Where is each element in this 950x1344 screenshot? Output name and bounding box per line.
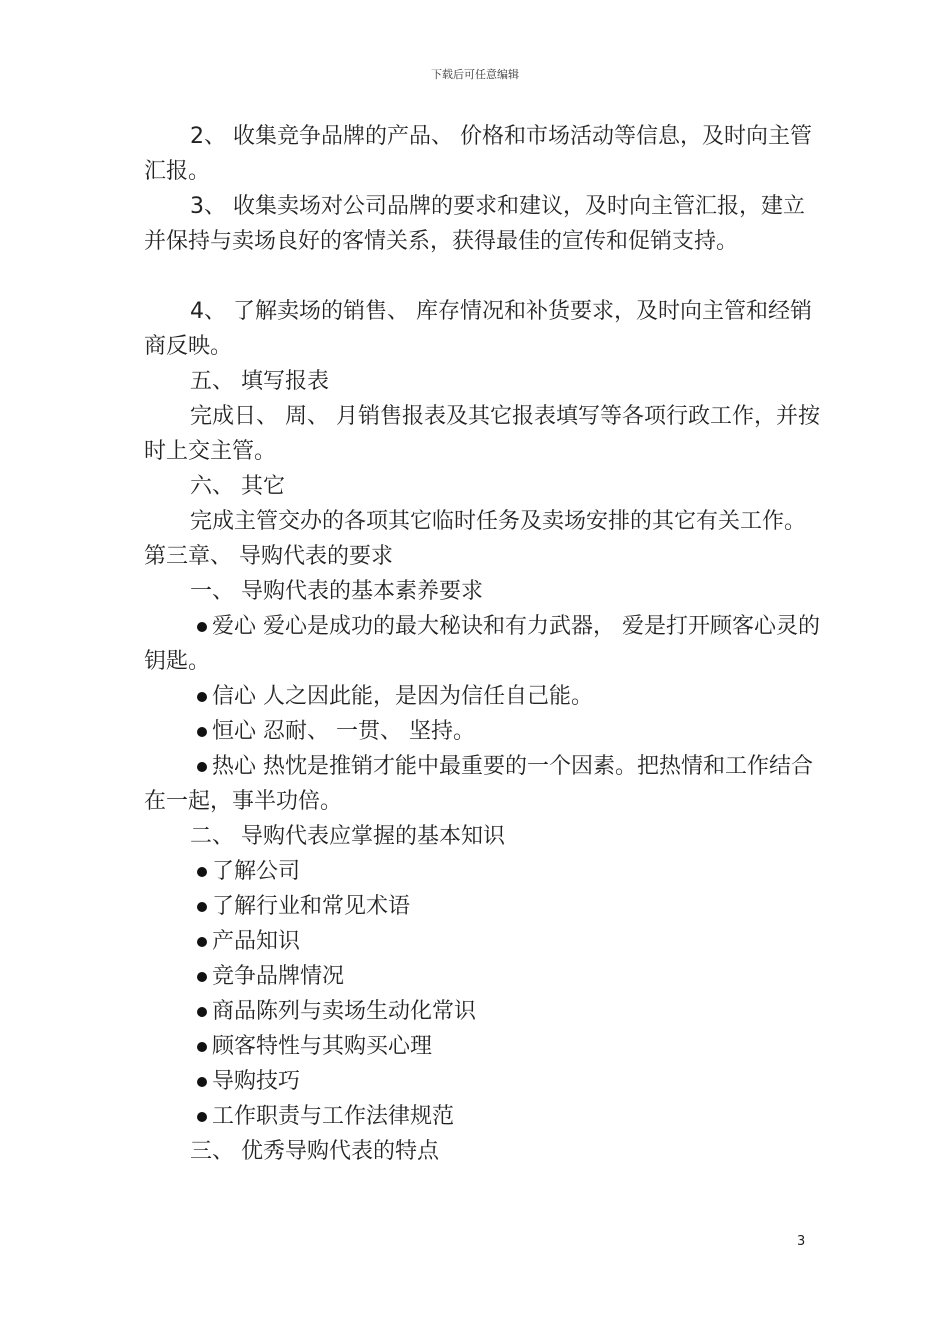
list-item-quality: [144, 714, 824, 749]
paragraph-understand-sales: 4、 了解卖场的销售、 库存情况和补货要求，及时向主管和经销商反映。: [144, 299, 812, 359]
list-item-knowledge: [144, 959, 824, 994]
list-item-knowledge: [144, 1064, 824, 1099]
knowledge-text: 了解行业和常见术语: [212, 894, 411, 919]
quality-text: 热心 热忱是推销才能中最重要的一个因素。把热情和工作结合在一起，事半功倍。: [144, 754, 813, 814]
knowledge-text: 竞争品牌情况: [212, 964, 345, 989]
bullet-icon: [197, 902, 207, 912]
page-header: 下载后可任意编辑: [431, 68, 519, 81]
bullet-icon: [197, 1112, 207, 1122]
heading-fill-reports: 五、 填写报表: [190, 369, 329, 394]
paragraph-other: 完成主管交办的各项其它临时任务及卖场安排的其它有关工作。: [190, 509, 807, 534]
knowledge-text: 工作职责与工作法律规范: [212, 1104, 455, 1129]
list-item-quality: [144, 609, 824, 679]
bullet-icon: [197, 727, 207, 737]
section-heading-basic-knowledge: 二、 导购代表应掌握的基本知识: [190, 824, 505, 849]
section-heading-basic-qualities: 一、 导购代表的基本素养要求: [190, 579, 483, 604]
list-item-knowledge: [144, 994, 824, 1029]
paragraph-collect-store-feedback: 3、 收集卖场对公司品牌的要求和建议，及时向主管汇报，建立并保持与卖场良好的客情关系，获得最佳的宣传和促销支持。: [144, 194, 805, 254]
section-heading-excellent-traits: 三、 优秀导购代表的特点: [190, 1139, 439, 1164]
bullet-icon: [197, 867, 207, 877]
list-item-quality: [144, 679, 824, 714]
paragraph-gap: [144, 259, 824, 294]
bullet-icon: [197, 1077, 207, 1087]
heading-other: 六、 其它: [190, 474, 285, 499]
page-number: 3: [797, 1234, 806, 1249]
knowledge-list: [144, 854, 824, 1134]
knowledge-text: 商品陈列与卖场生动化常识: [212, 999, 477, 1024]
list-item-knowledge: [144, 889, 824, 924]
bullet-icon: [197, 762, 207, 772]
knowledge-text: 了解公司: [212, 859, 301, 884]
chapter-heading: 第三章、 导购代表的要求: [144, 544, 393, 569]
knowledge-text: 导购技巧: [212, 1069, 301, 1094]
knowledge-text: 顾客特性与其购买心理: [212, 1034, 433, 1059]
list-item-knowledge: [144, 1099, 824, 1134]
bullet-icon: [197, 972, 207, 982]
list-item-knowledge: [144, 1029, 824, 1064]
paragraph-fill-reports: 完成日、 周、 月销售报表及其它报表填写等各项行政工作，并按时上交主管。: [144, 404, 820, 464]
quality-text: 爱心 爱心是成功的最大秘诀和有力武器， 爱是打开顾客心灵的钥匙。: [144, 614, 820, 674]
quality-text: 恒心 忍耐、 一贯、 坚持。: [212, 719, 475, 744]
bullet-icon: [197, 622, 207, 632]
knowledge-text: 产品知识: [212, 929, 301, 954]
paragraph-collect-competitor-info: 2、 收集竞争品牌的产品、 价格和市场活动等信息，及时向主管汇报。: [144, 124, 812, 184]
bullet-icon: [197, 692, 207, 702]
document-body: [144, 119, 824, 1169]
list-item-knowledge: [144, 854, 824, 889]
list-item-knowledge: [144, 924, 824, 959]
bullet-icon: [197, 1042, 207, 1052]
bullet-icon: [197, 937, 207, 947]
bullet-icon: [197, 1007, 207, 1017]
quality-text: 信心 人之因此能，是因为信任自己能。: [212, 684, 593, 709]
list-item-quality: [144, 749, 824, 819]
